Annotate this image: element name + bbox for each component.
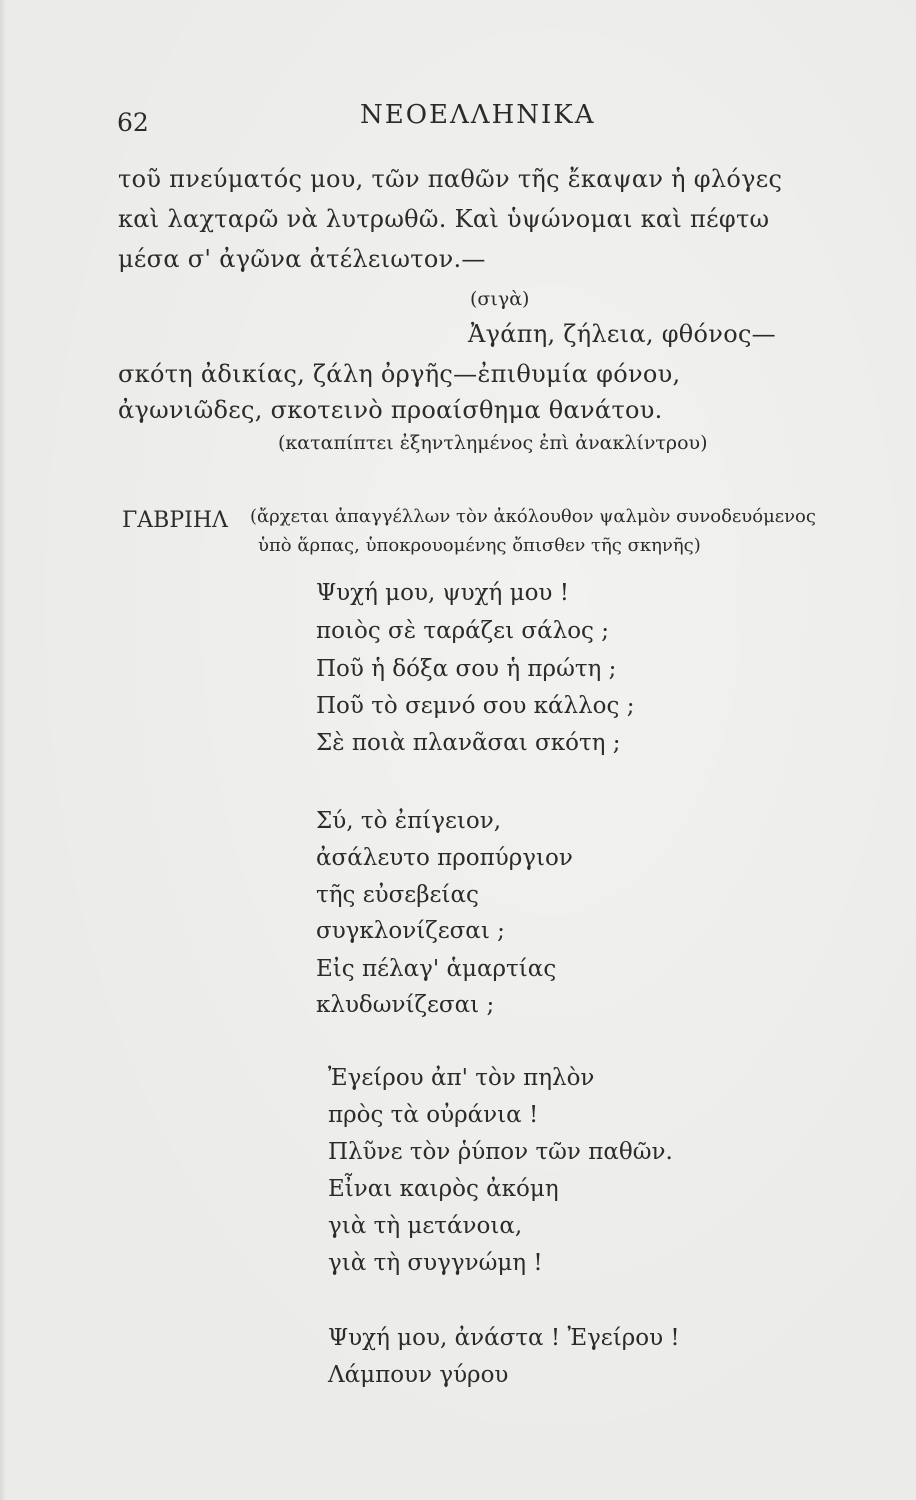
page-edge xyxy=(0,0,6,1500)
verse-line: κλυδωνίζεσαι ; xyxy=(316,992,495,1018)
running-title: ΝΕΟΕΛΛΗΝΙΚΑ xyxy=(360,100,596,130)
verse-line: Σύ, τὸ ἐπίγειον, xyxy=(316,808,502,834)
verse-line: Λάμπουν γύρου xyxy=(328,1362,509,1388)
verse-line: συγκλονίζεσαι ; xyxy=(316,918,505,944)
verse-line: γιὰ τὴ συγγνώμη ! xyxy=(328,1250,543,1276)
speaker-direction: (ἄρχεται ἀπαγγέλλων τὸν ἀκόλουθον ψαλμὸν συνοδευόμενος xyxy=(250,506,816,527)
verse-line: Ἐγείρου ἀπ' τὸν πηλὸν xyxy=(328,1065,595,1091)
speaker-name: ΓΑΒΡΙΗΛ xyxy=(122,508,228,533)
verse-line: Ποῦ ἡ δόξα σου ἡ πρώτη ; xyxy=(316,656,617,682)
verse-line: ἀσάλευτο προπύργιον xyxy=(316,845,573,871)
verse-line: τῆς εὐσεβείας xyxy=(316,882,479,908)
text-line: τοῦ πνεύματός μου, τῶν παθῶν τῆς ἔκαψαν ἡ φλόγες xyxy=(118,165,783,193)
verse-line: γιὰ τὴ μετάνοια, xyxy=(328,1213,523,1239)
verse-line: Εἶναι καιρὸς ἀκόμη xyxy=(328,1176,559,1202)
verse-line: ποιὸς σὲ ταράζει σάλος ; xyxy=(316,618,609,644)
speaker-direction: ὑπὸ ἅρπας, ὑποκρουομένης ὄπισθεν τῆς σκηνῆς) xyxy=(258,535,701,556)
text-line: καὶ λαχταρῶ νὰ λυτρωθῶ. Καὶ ὑψώνομαι καὶ πέφτω xyxy=(118,205,770,233)
verse-line: Ψυχή μου, ψυχή μου ! xyxy=(316,580,569,606)
page-number: 62 xyxy=(117,108,149,137)
text-line: μέσα σ' ἀγῶνα ἀτέλειωτον.— xyxy=(118,245,486,273)
text-line: σκότη ἀδικίας, ζάλη ὀργῆς—ἐπιθυμία φόνου, xyxy=(118,360,681,388)
verse-line: Πλῦνε τὸν ῥύπον τῶν παθῶν. xyxy=(328,1139,673,1165)
verse-line: Εἰς πέλαγ' ἁμαρτίας xyxy=(316,956,557,982)
stage-direction: (καταπίπτει ἐξηντλημένος ἐπὶ ἀνακλίντρου) xyxy=(278,432,708,454)
text-line: Ἀγάπη, ζήλεια, φθόνος— xyxy=(468,320,776,348)
verse-line: Ποῦ τὸ σεμνό σου κάλλος ; xyxy=(316,693,635,719)
text-line: ἀγωνιῶδες, σκοτεινὸ προαίσθημα θανάτου. xyxy=(118,396,663,424)
verse-line: πρὸς τὰ οὐράνια ! xyxy=(328,1102,539,1128)
stage-direction: (σιγὰ) xyxy=(470,288,530,310)
verse-line: Σὲ ποιὰ πλανᾶσαι σκότη ; xyxy=(316,730,621,756)
verse-line: Ψυχή μου, ἀνάστα ! Ἐγείρου ! xyxy=(328,1325,680,1351)
